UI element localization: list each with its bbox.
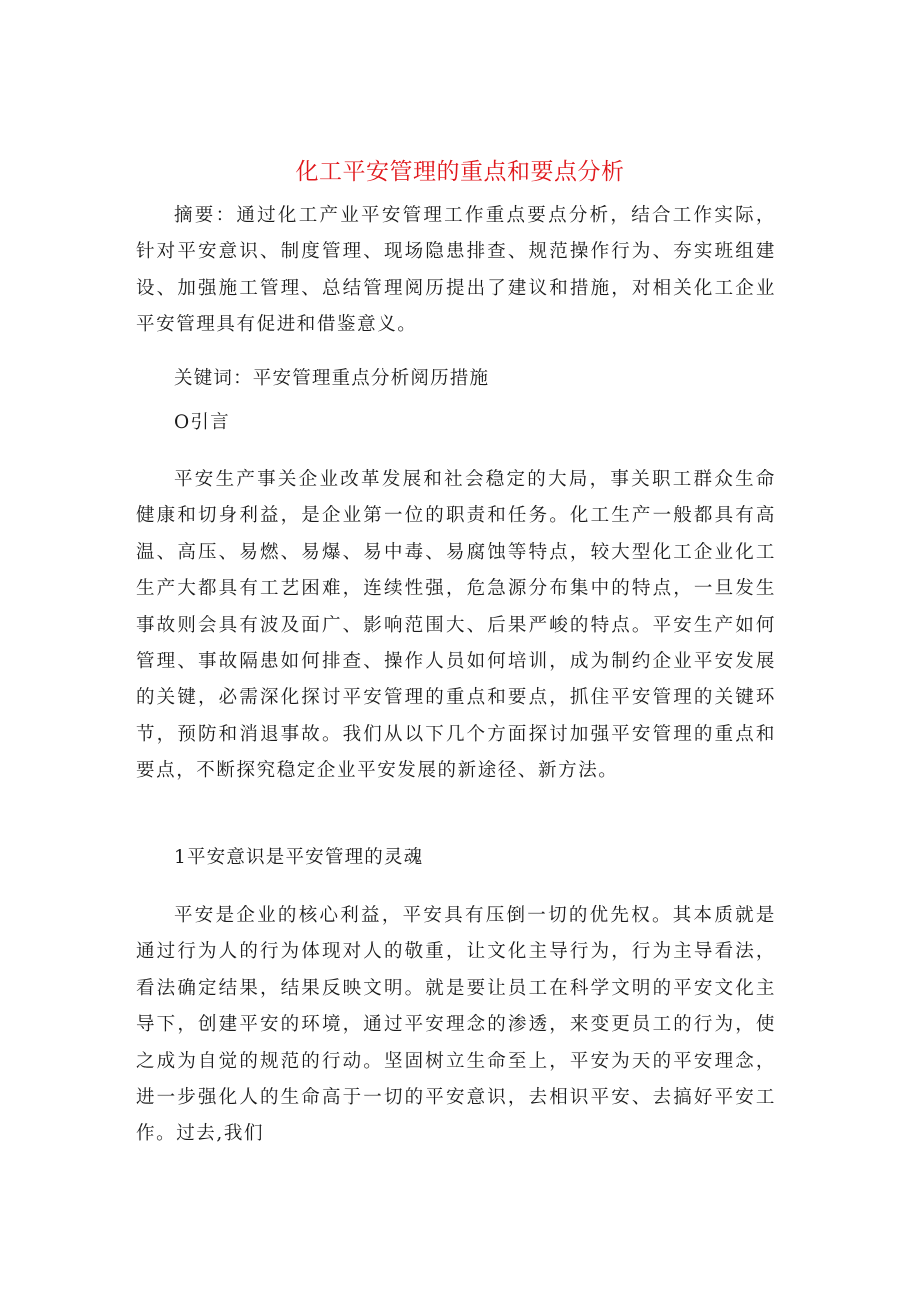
intro-heading: O引言: [174, 412, 230, 433]
section1-paragraph: 平安是企业的核心利益，平安具有压倒一切的优先权。其本质就是通过行为人的行为体现对人的敬重，让文化主导行为，行为主导看法，看法确定结果，结果反映文明。就是要让员工在科学文明的平安文化主导下，创建平安的环境，通过平安理念的渗透，来变更员工的行为，使之成为自觉的规范的行动。坚固树立生命至上，平安为天的平安理念，进一步强化人的生命高于一切的平安意识，去相识平安、去搞好平安工作。过去,我们: [136, 905, 776, 1145]
section1-heading: 1平安意识是平安管理的灵魂: [174, 847, 424, 868]
abstract-paragraph: 摘要：通过化工产业平安管理工作重点要点分析，结合工作实际，针对平安意识、制度管理、现场隐患排查、规范操作行为、夯实班组建设、加强施工管理、总结管理阅历提出了建议和措施，对相关化工企业平安管理具有促进和借鉴意义。: [136, 205, 776, 336]
intro-paragraph: 平安生产事关企业改革发展和社会稳定的大局，事关职工群众生命健康和切身利益，是企业第一位的职责和任务。化工生产一般都具有高温、高压、易燃、易爆、易中毒、易腐蚀等特点，较大型化工企业化工生产大都具有工艺困难，连续性强，危急源分布集中的特点，一旦发生事故则会具有波及面广、影响范围大、后果严峻的特点。平安生产如何管理、事故隔患如何排查、操作人员如何培训，成为制约企业平安发展的关键，必需深化探讨平安管理的重点和要点，抓住平安管理的关键环节，预防和消退事故。我们从以下几个方面探讨加强平安管理的重点和要点，不断探究稳定企业平安发展的新途径、新方法。: [136, 469, 776, 782]
keywords-line: 关键词：平安管理重点分析阅历措施: [174, 368, 490, 389]
document-title: 化工平安管理的重点和要点分析: [295, 159, 625, 185]
